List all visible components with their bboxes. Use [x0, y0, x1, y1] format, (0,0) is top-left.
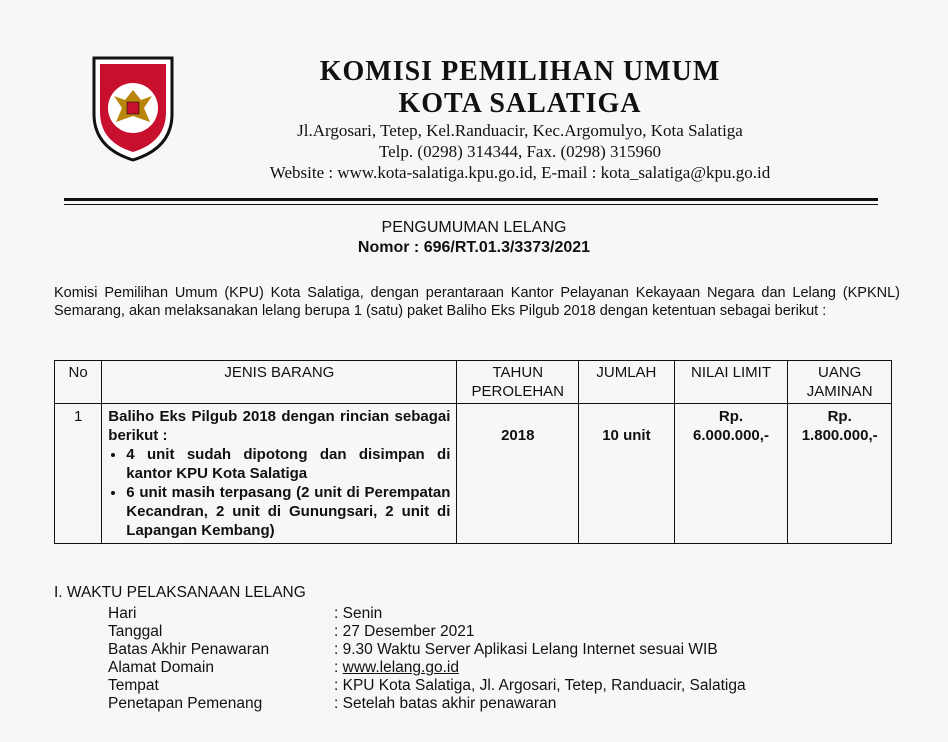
org-address: Jl.Argosari, Tetep, Kel.Randuacir, Kec.Argomulyo, Kota Salatiga [297, 121, 743, 140]
schedule-value: : Senin [334, 605, 383, 622]
item-detail-list [108, 445, 450, 540]
schedule-value: : Setelah batas akhir penawaran [334, 695, 557, 712]
lot-table [54, 360, 892, 544]
header-rule-thin [64, 204, 878, 205]
header-uang: UANG JAMINAN [788, 361, 892, 404]
schedule-label: Alamat Domain [108, 659, 214, 676]
domain-link[interactable]: www.lelang.go.id [342, 659, 459, 676]
cell-nilai: Rp. 6.000.000,- [674, 404, 788, 544]
section-title: I. WAKTU PELAKSANAAN LELANG [54, 584, 306, 601]
header-jumlah: JUMLAH [579, 361, 675, 404]
schedule-row-hari [108, 605, 746, 623]
list-item: • 6 unit masih terpasang (2 unit di Perempatan Kecandran, 2 unit di Gunungsari, 2 unit di Lapangan Kembang) [126, 483, 450, 540]
org-name-line2: KOTA SALATIGA [398, 88, 642, 119]
header-tahun: TAHUN PEROLEHAN [457, 361, 579, 404]
schedule-list [108, 605, 746, 713]
list-item: • 4 unit sudah dipotong dan disimpan di kantor KPU Kota Salatiga [126, 445, 450, 483]
schedule-row-tempat [108, 677, 746, 695]
cell-jenis [102, 404, 457, 544]
cell-no: 1 [55, 404, 102, 544]
schedule-value: : 9.30 Waktu Server Aplikasi Lelang Internet sesuai WIB [334, 641, 718, 658]
cell-tahun: 2018 [457, 404, 579, 544]
announcement-title: PENGUMUMAN LELANG [381, 219, 567, 236]
cell-jenis-intro: Baliho Eks Pilgub 2018 dengan rincian sebagai berikut : [108, 408, 451, 444]
org-name-line1: KOMISI PEMILIHAN UMUM [319, 56, 721, 87]
letterhead [150, 56, 890, 183]
header-no: No [55, 361, 102, 404]
cell-uang: Rp. 1.800.000,- [788, 404, 892, 544]
schedule-value: : 27 Desember 2021 [334, 623, 475, 640]
org-web: Website : www.kota-salatiga.kpu.go.id, E-mail : kota_salatiga@kpu.go.id [269, 163, 771, 182]
schedule-label: Batas Akhir Penawaran [108, 641, 270, 658]
header-jenis: JENIS BARANG [102, 361, 457, 404]
schedule-value: : KPU Kota Salatiga, Jl. Argosari, Tetep, Randuacir, Salatiga [334, 677, 746, 694]
org-phone: Telp. (0298) 314344, Fax. (0298) 315960 [378, 142, 662, 161]
colon-prefix: : [334, 659, 343, 676]
schedule-row-domain [108, 659, 746, 677]
table-row [55, 404, 892, 544]
schedule-label: Penetapan Pemenang [108, 695, 263, 712]
schedule-row-batas [108, 641, 746, 659]
schedule-value [334, 659, 459, 677]
cell-jumlah: 10 unit [579, 404, 675, 544]
schedule-row-pemenang [108, 695, 746, 713]
table-header-row [55, 361, 892, 404]
schedule-label: Hari [108, 605, 137, 622]
schedule-label: Tempat [108, 677, 159, 694]
schedule-label: Tanggal [108, 623, 163, 640]
schedule-row-tanggal [108, 623, 746, 641]
announcement-number: Nomor : 696/RT.01.3/3373/2021 [357, 239, 591, 256]
header-nilai: NILAI LIMIT [674, 361, 788, 404]
header-rule-thick [64, 198, 878, 201]
intro-paragraph: Komisi Pemilihan Umum (KPU) Kota Salatiga, dengan perantaraan Kantor Pelayanan Kekayaan Negara dan Lelang (KPKNL) Semarang, akan melaksanakan lelang berupa 1 (satu) paket Baliho Eks Pilgub 2018 dengan ketentuan sebagai berikut : [54, 285, 900, 319]
